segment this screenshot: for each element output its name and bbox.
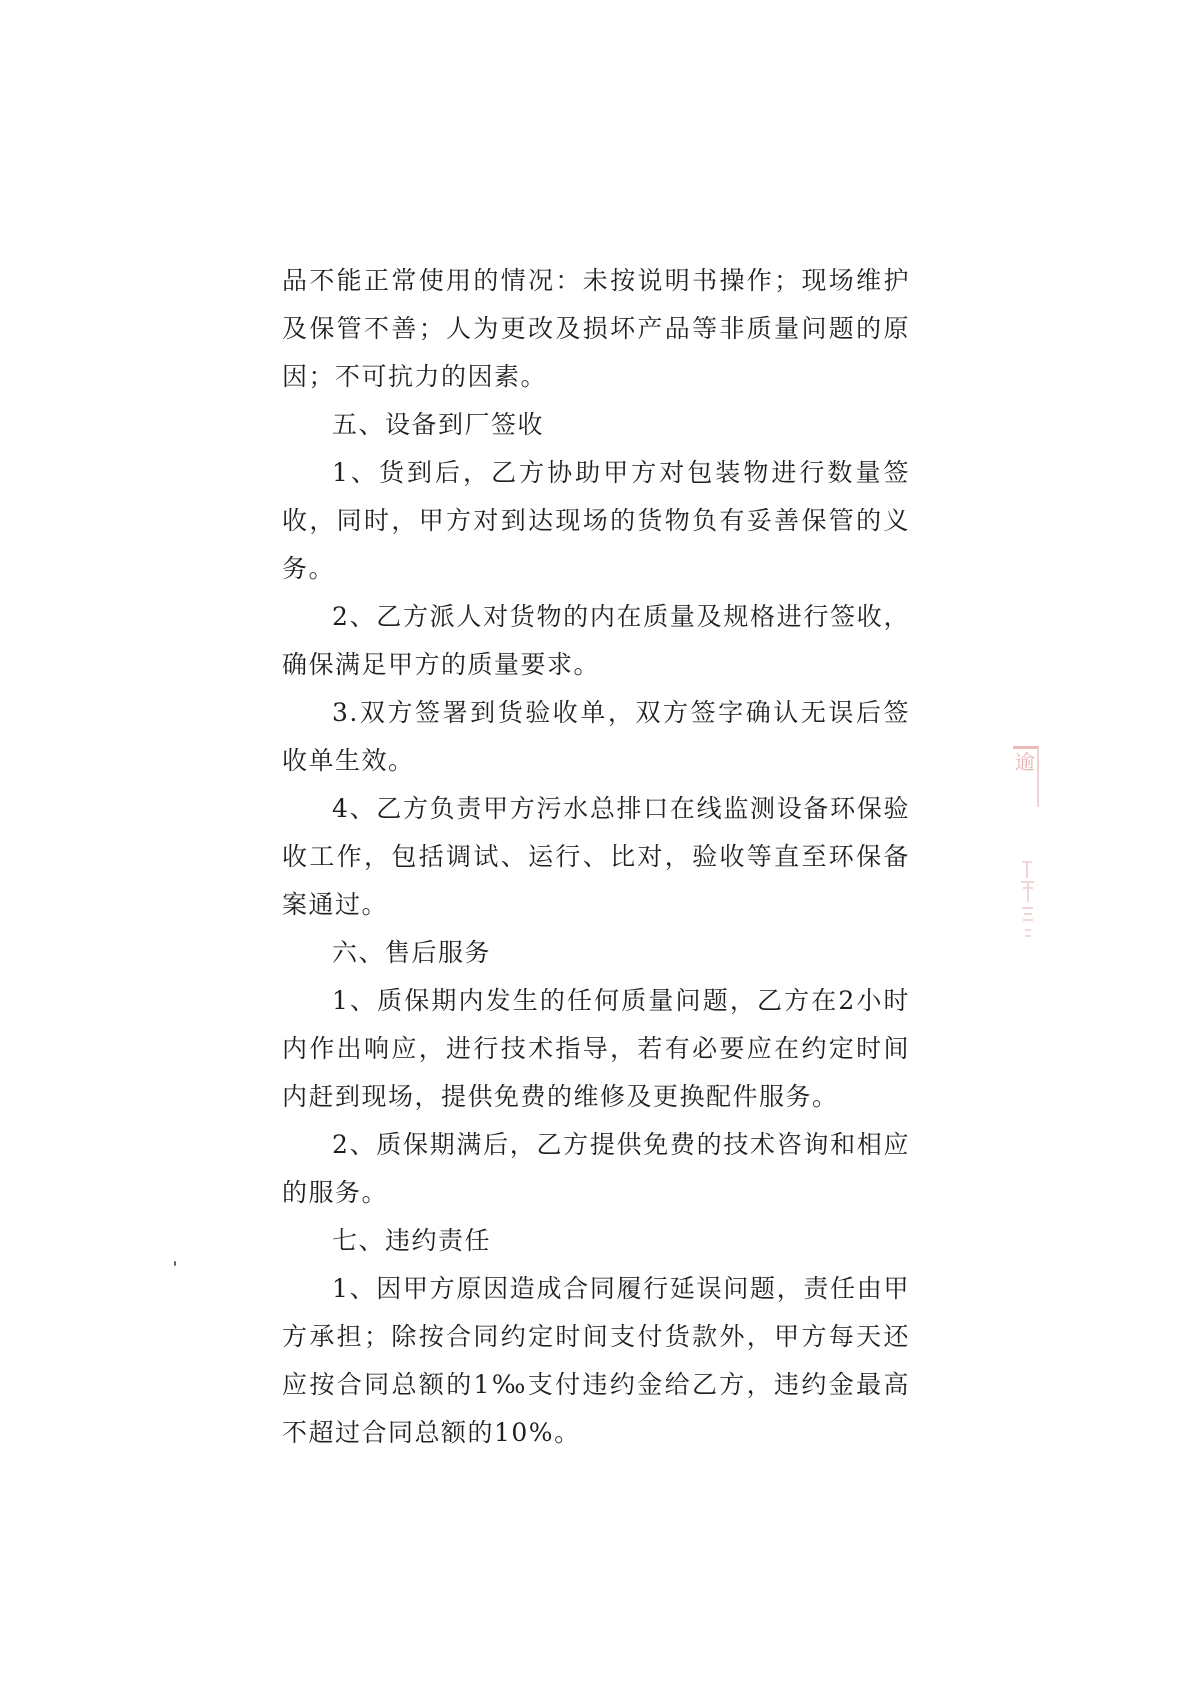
document-body <box>282 257 910 1457</box>
section-heading-7: 七、违约责任 <box>332 1226 492 1255</box>
seal-stamp-fragment-lower <box>1018 858 1038 948</box>
seal-texture-icon <box>1018 858 1038 948</box>
paragraph-5-3: 3.双方签署到货验收单，双方签字确认无误后签收单生效。 <box>282 698 910 775</box>
seal-stamp-fragment <box>1013 746 1039 807</box>
scan-speck <box>174 1261 176 1266</box>
paragraph-6-1: 1、质保期内发生的任何质量问题，乙方在2小时内作出响应，进行技术指导，若有必要应在约定时间内赶到现场，提供免费的维修及更换配件服务。 <box>282 986 910 1111</box>
seal-fragment-text: 逾 <box>1015 750 1035 774</box>
section-heading-6: 六、售后服务 <box>332 938 492 967</box>
paragraph-continued: 品不能正常使用的情况：未按说明书操作；现场维护及保管不善；人为更改及损坏产品等非质量问题的原因；不可抗力的因素。 <box>282 266 910 391</box>
paragraph-5-4: 4、乙方负责甲方污水总排口在线监测设备环保验收工作，包括调试、运行、比对，验收等直至环保备案通过。 <box>282 794 910 919</box>
paragraph-7-1: 1、因甲方原因造成合同履行延误问题，责任由甲方承担；除按合同约定时间支付货款外，甲方每天还应按合同总额的1‰支付违约金给乙方，违约金最高不超过合同总额的10%。 <box>282 1274 910 1447</box>
section-heading-5: 五、设备到厂签收 <box>332 410 545 439</box>
paragraph-6-2: 2、质保期满后，乙方提供免费的技术咨询和相应的服务。 <box>282 1130 910 1207</box>
paragraph-5-2: 2、乙方派人对货物的内在质量及规格进行签收，确保满足甲方的质量要求。 <box>282 602 910 679</box>
paragraph-5-1: 1、货到后，乙方协助甲方对包装物进行数量签收，同时，甲方对到达现场的货物负有妥善保管的义务。 <box>282 458 910 583</box>
